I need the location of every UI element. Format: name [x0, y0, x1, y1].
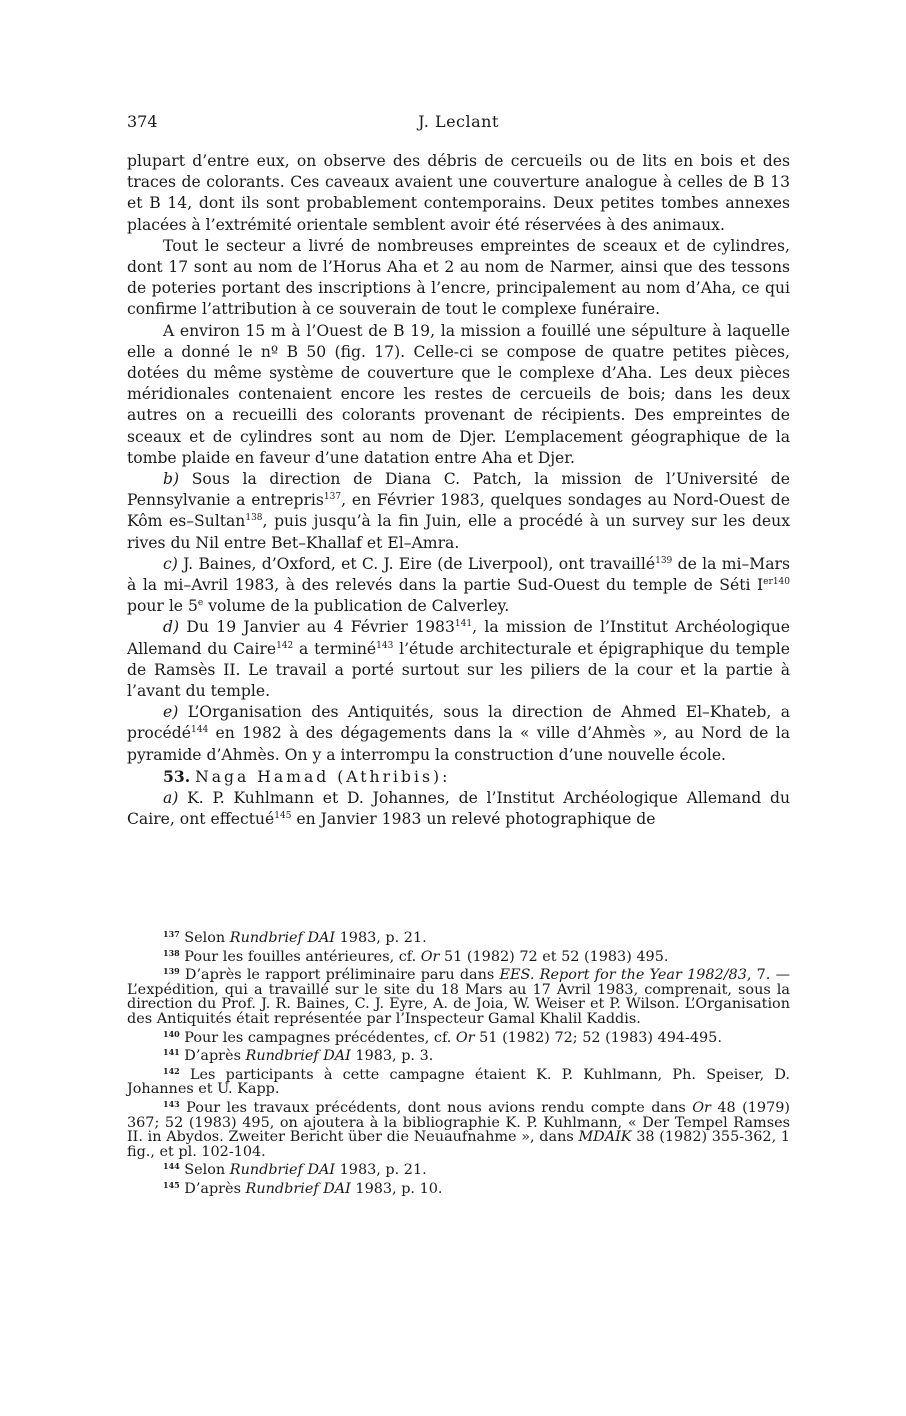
item-label: a) — [163, 789, 179, 808]
footnote: $^{142}$ Les participants à cette campagne étaient K. P. Kuhlmann, Ph. Speiser, D. Johannes et U. Kapp. — [127, 1065, 790, 1098]
superscript: e — [197, 598, 204, 609]
footnote: $^{137}$ Selon Rundbrief DAI 1983, p. 21. — [163, 929, 427, 946]
item-label: e) — [163, 703, 179, 722]
paragraph: Tout le secteur a livré de nombreuses empreintes de sceaux et de cylindres, dont 17 sont au nom de l’Horus Aha et 2 au nom de Narmer, ainsi que des tessons de poteries portant des inscriptions à l’encre, principalement au nom d’Aha, ce qui confirme l’attribution à ce souverain de tout le complexe funéraire. — [127, 236, 790, 319]
footnote: $^{144}$ Selon Rundbrief DAI 1983, p. 21. — [163, 1161, 427, 1179]
footnotes — [127, 927, 790, 1197]
section-heading: 53. Naga Hamad (Athribis): — [163, 766, 451, 786]
footnote: $^{138}$ Pour les fouilles antérieures, cf. Or 51 (1982) 72 et 52 (1983) 495. — [163, 947, 669, 965]
footnote: $^{141}$ D’après Rundbrief DAI 1983, p. 3. — [163, 1047, 434, 1065]
note-ref: 142 — [276, 640, 294, 651]
note-ref: 145 — [274, 811, 292, 822]
page-number: 374 — [127, 112, 158, 131]
body-text — [127, 151, 790, 831]
note-ref: 143 — [376, 640, 394, 651]
note-ref: 139 — [655, 555, 673, 566]
footnote: $^{139}$ D’après le rapport préliminaire paru dans EES. Report for the Year 1982/83, 7. — L’expédition, qui a travaillé sur le site du 18 Mars au 17 Avril 1983, comprenait, sous la direction du Prof. J. R. Baines, C. J. Eyre, A. de Joia, W. Weiser et P. Wilson. L’Organisation des Antiquités était représentée par l’Inspecteur Gamal Khalil Kaddis. — [127, 966, 790, 1027]
footnote: $^{143}$ Pour les travaux précédents, dont nous avions rendu compte dans Or 48 (1979) 367; 52 (1983) 495, on ajoutera à la bibliographie K. P. Kuhlmann, « Der Tempel Ramses II. in Abydos. Zweiter Bericht über die Neuaufnahme », dans MDAIK 38 (1982) 355-362, 1 fig., et pl. 102-104. — [127, 1098, 791, 1160]
page — [127, 112, 790, 831]
superscript: er — [763, 577, 773, 588]
item-label: d) — [163, 618, 180, 637]
paragraph-d: d) Du 19 Janvier au 4 Février 1983$^{141}$, la mission de l’Institut Archéologique Allemand du Caire$^{142}$ a terminé$^{143}$ l’étude architecturale et épigraphique du temple de Ramsès II. Le travail a porté surtout sur les piliers de la cour et la partie à l’avant du temple. — [127, 618, 791, 701]
paragraph: plupart d’entre eux, on observe des débris de cercueils ou de lits en bois et des traces de colorants. Ces caveaux avaient une couverture analogue à celles de B 13 et B 14, dont ils sont probablement contemporains. Deux petites tombes annexes placées à l’extrémité orientale semblent avoir été réservées à des animaux. — [127, 152, 790, 234]
section-title: Naga Hamad — [195, 767, 330, 786]
paragraph-b: b) Sous la direction de Diana C. Patch, la mission de l’Université de Pennsylvanie a entrepris$^{137}$, en Février 1983, quelques sondages au Nord-Ouest de Kôm es–Sultan$^{138}$, puis jusqu’à la fin Juin, elle a procédé à un survey sur les deux rives du Nil entre Bet–Khallaf et El–Amra. — [127, 470, 790, 552]
item-label: b) — [163, 470, 180, 489]
paragraph-e: e) L’Organisation des Antiquités, sous la direction de Ahmed El–Khateb, a procédé$^{144}$ en 1982 à des dégagements dans la « ville d’Ahmès », au Nord de la pyramide d’Ahmès. On y a interrompu la construction d’une nouvelle école. — [127, 703, 790, 764]
page-header — [127, 112, 790, 136]
footnote: $^{140}$ Pour les campagnes précédentes, cf. Or 51 (1982) 72; 52 (1983) 494-495. — [163, 1028, 722, 1046]
note-ref: 141 — [454, 619, 473, 630]
note-ref: 138 — [245, 513, 263, 524]
note-ref: 144 — [191, 725, 209, 736]
note-ref: 137 — [323, 492, 342, 503]
running-head: J. Leclant — [418, 112, 499, 131]
paragraph-a: a) K. P. Kuhlmann et D. Johannes, de l’Institut Archéologique Allemand du Caire, ont effectué$^{145}$ en Janvier 1983 un relevé photographique de — [127, 789, 790, 829]
section-number: 53. — [163, 766, 191, 786]
paragraph: A environ 15 m à l’Ouest de B 19, la mission a fouillé une sépulture à laquelle elle a donné le nº B 50 (fig. 17). Celle-ci se compose de quatre petites pièces, dotées du même système de couverture que le complexe d’Aha. Les deux pièces méridionales contenaient encore les restes de cercueils de bois; dans les deux autres on a recueilli des colorants provenant de récipients. Des empreintes de sceaux et de cylindres sont au nom de Djer. L’emplacement géographique de la tombe plaide en faveur d’une datation entre Aha et Djer. — [127, 321, 790, 467]
paragraph-c: c) J. Baines, d’Oxford, et C. J. Eire (de Liverpool), ont travaillé$^{139}$ de la mi–Mars à la mi–Avril 1983, à des relevés dans la partie Sud-Ouest du temple de Séti $I^{er140}$ pour le 5e volume de la publication de Calverley. — [127, 554, 790, 616]
item-label: c) — [163, 554, 178, 573]
note-ref: 140 — [772, 577, 790, 588]
footnote: $^{145}$ D’après Rundbrief DAI 1983, p. 10. — [163, 1179, 443, 1197]
